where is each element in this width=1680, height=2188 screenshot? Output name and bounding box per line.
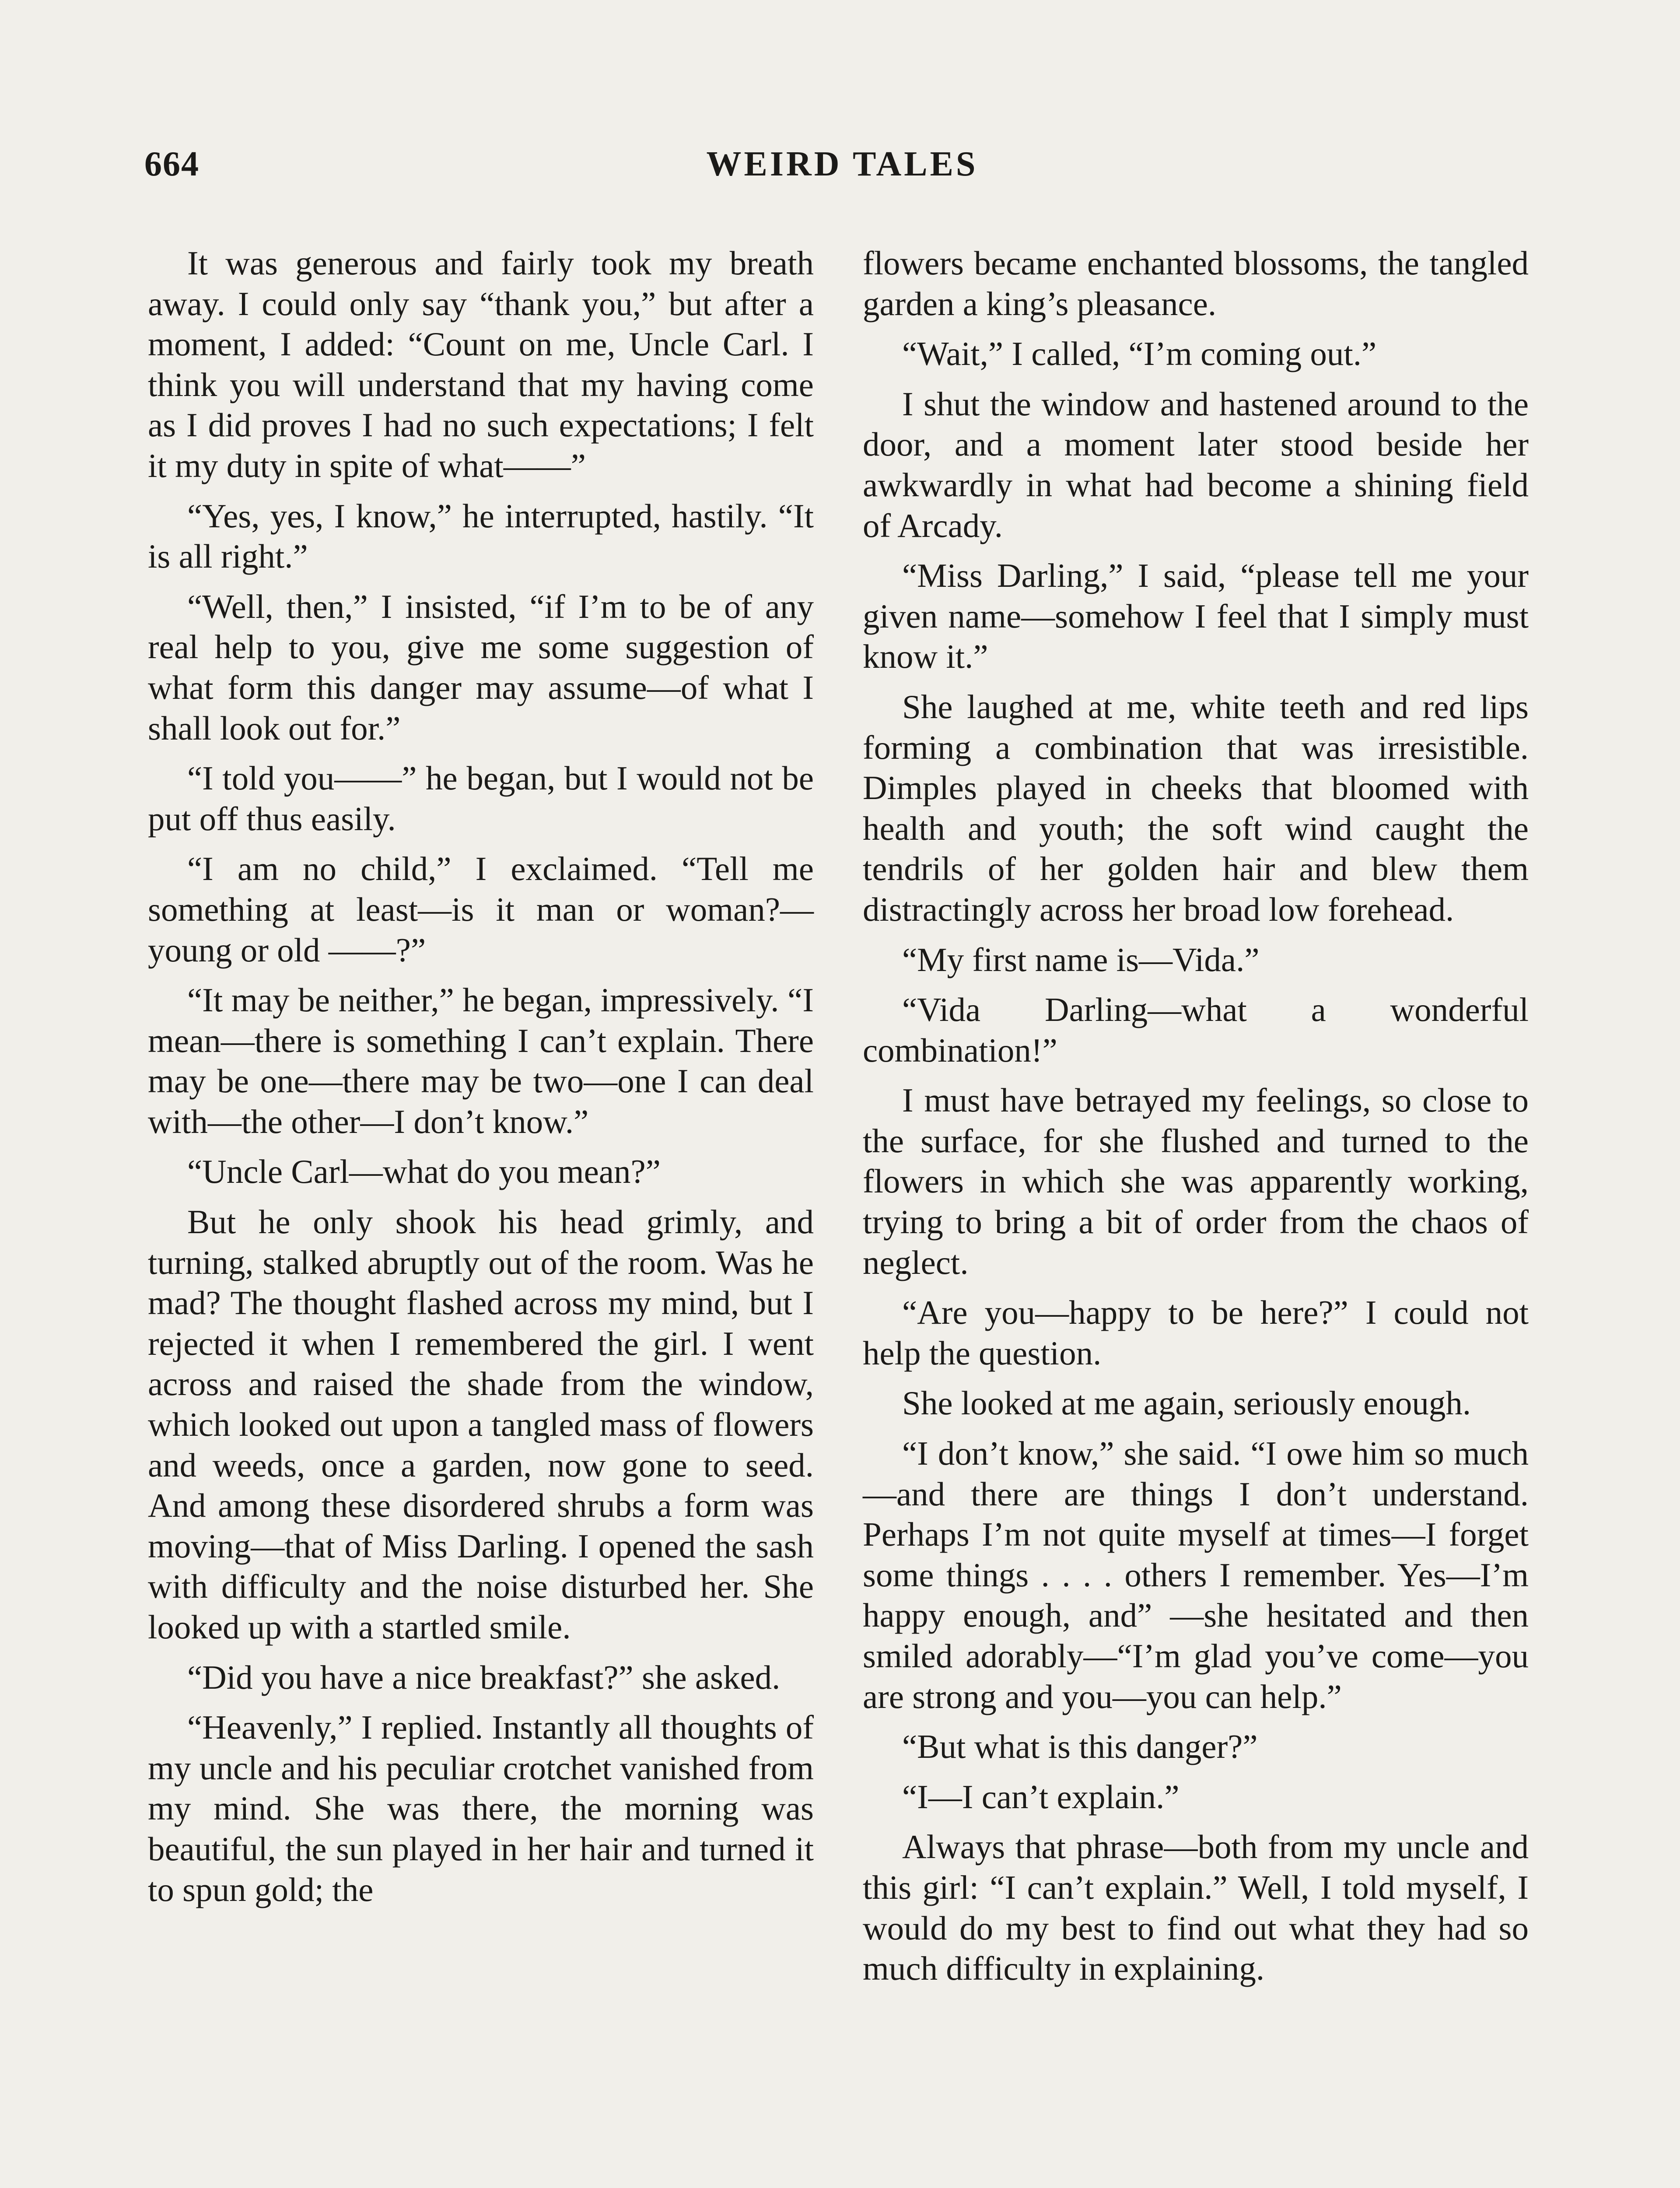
- paragraph: Always that phrase—both from my uncle and this girl: “I can’t explain.” Well, I told myself, I would do my best to find out what they had so much difficulty in explaining.: [863, 1828, 1529, 1988]
- paragraph: I must have betrayed my feelings, so close to the surface, for she flushed and turned to the flowers in which she was apparently working, trying to bring a bit of order from the chaos of neglect.: [863, 1081, 1529, 1281]
- paragraph: “Well, then,” I insisted, “if I’m to be of any real help to you, give me some suggestion of what form this danger may assume—of what I shall look out for.”: [148, 587, 814, 747]
- paragraph: “Yes, yes, I know,” he interrupted, hastily. “It is all right.”: [148, 497, 814, 575]
- paragraph: “Heavenly,” I replied. Instantly all thoughts of my uncle and his peculiar crotchet vanished from my mind. She was there, the morning was beautiful, the sun played in her hair and turned it to spun gold; the: [148, 1708, 814, 1908]
- paragraph: “Are you—happy to be here?” I could not help the question.: [863, 1294, 1529, 1372]
- paragraph: “I don’t know,” she said. “I owe him so much—and there are things I don’t understand. Perhaps I’m not quite myself at times—I forget some things . . . . others I remember. Yes—I’m happy enough, and” —she hesitated and then smiled adorably—“I’m glad you’ve come—you are strong and you—you can help.”: [863, 1434, 1529, 1715]
- paragraph: “My first name is—Vida.”: [902, 940, 1260, 978]
- paragraph: But he only shook his head grimly, and turning, stalked abruptly out of the room. Was he mad? The thought flashed across my mind, but I rejected it when I remembered the girl. I went across and raised the shade from the window, which looked out upon a tangled mass of flowers and weeds, once a garden, now gone to seed. And among these disordered shrubs a form was moving—that of Miss Darling. I opened the sash with difficulty and the noise disturbed her. She looked up with a startled smile.: [148, 1203, 814, 1646]
- right-column: [863, 243, 1529, 1999]
- paragraph: It was generous and fairly took my breath away. I could only say “thank you,” but after a moment, I added: “Count on me, Uncle Carl. I think you will understand that my having come as I did proves I had no such expectations; I felt it my duty in spite of what——”: [148, 244, 814, 484]
- paragraph: I shut the window and hastened around to the door, and a moment later stood beside her awkwardly in what had become a shining field of Arcady.: [863, 385, 1529, 544]
- left-column: [148, 243, 814, 1919]
- paragraph: “It may be neither,” he began, impressively. “I mean—there is something I can’t explain. There may be one—there may be two—one I can deal with—the other—I don’t know.”: [148, 981, 814, 1140]
- paragraph: “Wait,” I called, “I’m coming out.”: [902, 335, 1377, 373]
- page-number: 664: [144, 145, 200, 183]
- paragraph: “Miss Darling,” I said, “please tell me your given name—somehow I feel that I simply must know it.”: [863, 557, 1529, 676]
- running-title: WEIRD TALES: [706, 145, 978, 183]
- paragraph: “Uncle Carl—what do you mean?”: [187, 1153, 661, 1191]
- paragraph: “I am no child,” I exclaimed. “Tell me something at least—is it man or woman?—young or old ——?”: [148, 850, 814, 969]
- paragraph: “Vida Darling—what a wonderful combination!”: [863, 991, 1529, 1069]
- paragraph: “Did you have a nice breakfast?” she asked.: [187, 1658, 780, 1696]
- paragraph-continuation: flowers became enchanted blossoms, the tangled garden a king’s pleasance.: [863, 244, 1529, 323]
- paragraph: She looked at me again, seriously enough.: [902, 1384, 1471, 1422]
- paragraph: “I told you——” he began, but I would not be put off thus easily.: [148, 759, 814, 838]
- paragraph: She laughed at me, white teeth and red lips forming a combination that was irresistible. Dimples played in cheeks that bloomed with health and youth; the soft wind caught the tendrils of her golden hair and blew them distractingly across her broad low forehead.: [863, 687, 1529, 928]
- paragraph: “I—I can’t explain.”: [902, 1778, 1180, 1816]
- paragraph: “But what is this danger?”: [902, 1728, 1258, 1766]
- page-header: [144, 144, 1540, 193]
